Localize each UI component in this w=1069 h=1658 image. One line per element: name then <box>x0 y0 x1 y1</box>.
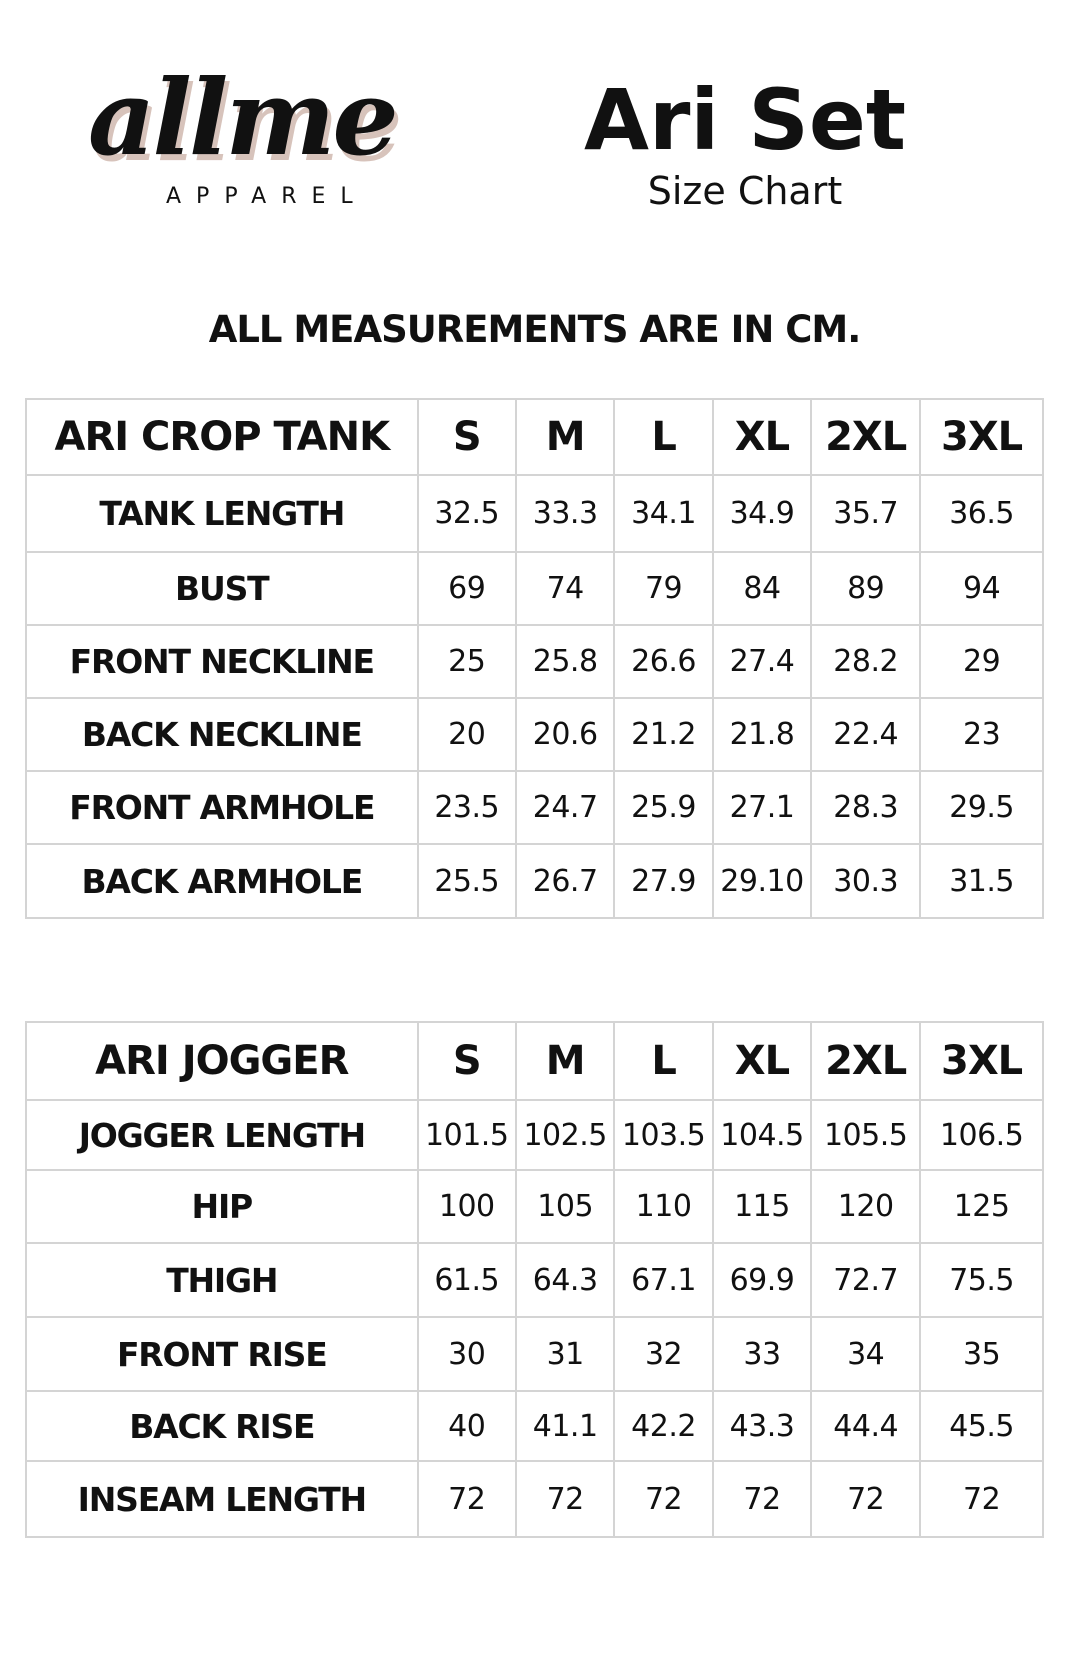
measurement-cell: 72 <box>614 1461 712 1537</box>
row-label: TANK LENGTH <box>26 475 418 552</box>
measurement-cell: 31 <box>516 1317 614 1391</box>
measurement-cell: 23.5 <box>418 771 516 844</box>
measurement-cell: 72 <box>516 1461 614 1537</box>
table-row <box>26 844 1043 918</box>
measurement-cell: 29 <box>920 625 1043 698</box>
measurement-cell: 74 <box>516 552 614 625</box>
measurement-cell: 23 <box>920 698 1043 771</box>
size-header: XL <box>713 399 811 475</box>
measurement-cell: 20 <box>418 698 516 771</box>
table-row <box>26 1391 1043 1461</box>
size-header: S <box>418 1022 516 1100</box>
measurement-cell: 67.1 <box>614 1243 712 1317</box>
size-header: XL <box>713 1022 811 1100</box>
row-label: FRONT RISE <box>26 1317 418 1391</box>
size-header: S <box>418 399 516 475</box>
measurement-cell: 69 <box>418 552 516 625</box>
table-row <box>26 698 1043 771</box>
measurement-cell: 105.5 <box>811 1100 920 1170</box>
measurement-cell: 30.3 <box>811 844 920 918</box>
measurement-cell: 72 <box>418 1461 516 1537</box>
row-label: FRONT NECKLINE <box>26 625 418 698</box>
table-row <box>26 1170 1043 1243</box>
measurement-cell: 94 <box>920 552 1043 625</box>
measurement-cell: 102.5 <box>516 1100 614 1170</box>
measurement-cell: 33 <box>713 1317 811 1391</box>
measurement-cell: 103.5 <box>614 1100 712 1170</box>
measurement-cell: 34 <box>811 1317 920 1391</box>
measurement-cell: 21.2 <box>614 698 712 771</box>
measurement-cell: 64.3 <box>516 1243 614 1317</box>
table-name: ARI JOGGER <box>26 1022 418 1100</box>
size-header: L <box>614 399 712 475</box>
measurement-note: ALL MEASUREMENTS ARE IN CM. <box>208 308 861 351</box>
logo-wordmark: allme <box>88 56 396 179</box>
table-row <box>26 1100 1043 1170</box>
measurement-cell: 24.7 <box>516 771 614 844</box>
measurement-cell: 75.5 <box>920 1243 1043 1317</box>
measurement-cell: 30 <box>418 1317 516 1391</box>
measurement-cell: 26.6 <box>614 625 712 698</box>
measurement-cell: 72 <box>713 1461 811 1537</box>
measurement-cell: 25.5 <box>418 844 516 918</box>
crop-tank-size-table <box>25 398 1044 919</box>
measurement-cell: 31.5 <box>920 844 1043 918</box>
size-header: M <box>516 399 614 475</box>
row-label: BACK ARMHOLE <box>26 844 418 918</box>
title-block <box>570 71 920 214</box>
table-row <box>26 771 1043 844</box>
measurement-cell: 27.4 <box>713 625 811 698</box>
size-header: L <box>614 1022 712 1100</box>
row-label: FRONT ARMHOLE <box>26 771 418 844</box>
row-label: INSEAM LENGTH <box>26 1461 418 1537</box>
size-header: 2XL <box>811 399 920 475</box>
page-subtitle: Size Chart <box>647 169 843 213</box>
measurement-cell: 25 <box>418 625 516 698</box>
size-header: 2XL <box>811 1022 920 1100</box>
measurement-cell: 32.5 <box>418 475 516 552</box>
table-name: ARI CROP TANK <box>26 399 418 475</box>
measurement-cell: 25.9 <box>614 771 712 844</box>
measurement-cell: 28.3 <box>811 771 920 844</box>
table-row <box>26 1243 1043 1317</box>
measurement-cell: 35 <box>920 1317 1043 1391</box>
measurement-cell: 125 <box>920 1170 1043 1243</box>
measurement-cell: 27.1 <box>713 771 811 844</box>
measurement-cell: 45.5 <box>920 1391 1043 1461</box>
measurement-cell: 34.1 <box>614 475 712 552</box>
measurement-cell: 41.1 <box>516 1391 614 1461</box>
measurement-cell: 43.3 <box>713 1391 811 1461</box>
measurement-cell: 44.4 <box>811 1391 920 1461</box>
table-row <box>26 625 1043 698</box>
measurement-cell: 27.9 <box>614 844 712 918</box>
measurement-cell: 72.7 <box>811 1243 920 1317</box>
measurement-cell: 101.5 <box>418 1100 516 1170</box>
logo-subtext: APPAREL <box>166 184 368 209</box>
page-title: Ari Set <box>583 71 907 169</box>
size-header: M <box>516 1022 614 1100</box>
measurement-cell: 61.5 <box>418 1243 516 1317</box>
measurement-cell: 72 <box>920 1461 1043 1537</box>
table-row <box>26 475 1043 552</box>
size-header: 3XL <box>920 399 1043 475</box>
table-row <box>26 1317 1043 1391</box>
measurement-cell: 84 <box>713 552 811 625</box>
table-row <box>26 552 1043 625</box>
measurement-cell: 79 <box>614 552 712 625</box>
row-label: THIGH <box>26 1243 418 1317</box>
measurement-cell: 25.8 <box>516 625 614 698</box>
measurement-cell: 72 <box>811 1461 920 1537</box>
measurement-cell: 100 <box>418 1170 516 1243</box>
row-label: BACK RISE <box>26 1391 418 1461</box>
measurement-cell: 21.8 <box>713 698 811 771</box>
measurement-cell: 106.5 <box>920 1100 1043 1170</box>
table-header-row <box>26 1022 1043 1100</box>
row-label: JOGGER LENGTH <box>26 1100 418 1170</box>
measurement-cell: 120 <box>811 1170 920 1243</box>
measurement-cell: 26.7 <box>516 844 614 918</box>
measurement-cell: 36.5 <box>920 475 1043 552</box>
table-header-row <box>26 399 1043 475</box>
measurement-cell: 33.3 <box>516 475 614 552</box>
measurement-cell: 28.2 <box>811 625 920 698</box>
row-label: BACK NECKLINE <box>26 698 418 771</box>
size-header: 3XL <box>920 1022 1043 1100</box>
measurement-cell: 110 <box>614 1170 712 1243</box>
table-row <box>26 1461 1043 1537</box>
measurement-cell: 42.2 <box>614 1391 712 1461</box>
measurement-cell: 34.9 <box>713 475 811 552</box>
row-label: BUST <box>26 552 418 625</box>
measurement-cell: 29.5 <box>920 771 1043 844</box>
measurement-cell: 69.9 <box>713 1243 811 1317</box>
measurement-cell: 40 <box>418 1391 516 1461</box>
measurement-cell: 35.7 <box>811 475 920 552</box>
measurement-cell: 29.10 <box>713 844 811 918</box>
measurement-cell: 105 <box>516 1170 614 1243</box>
measurement-cell: 89 <box>811 552 920 625</box>
jogger-size-table <box>25 1021 1044 1538</box>
measurement-cell: 20.6 <box>516 698 614 771</box>
row-label: HIP <box>26 1170 418 1243</box>
measurement-cell: 104.5 <box>713 1100 811 1170</box>
measurement-cell: 115 <box>713 1170 811 1243</box>
measurement-cell: 22.4 <box>811 698 920 771</box>
measurement-cell: 32 <box>614 1317 712 1391</box>
brand-logo <box>88 56 468 216</box>
